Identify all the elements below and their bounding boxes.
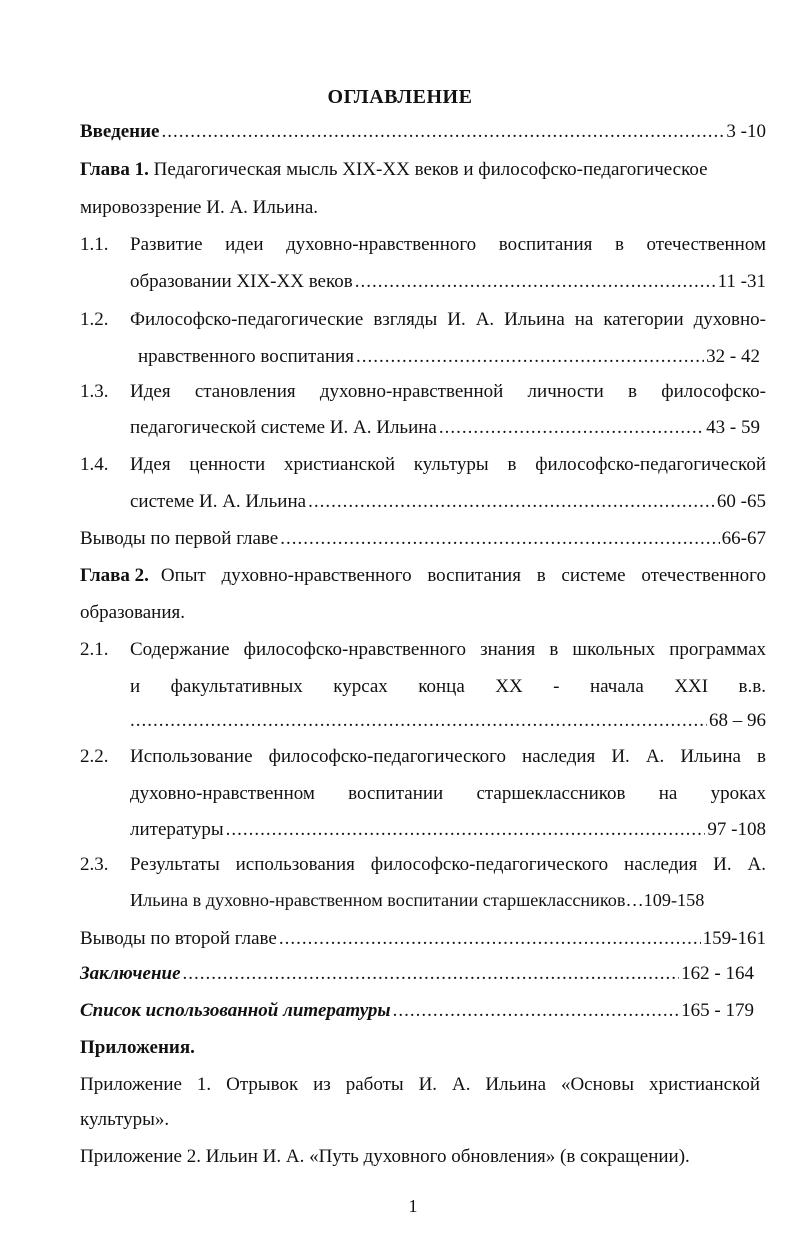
toc-label: Выводы по первой главе <box>80 528 279 549</box>
section-title: Использование философско-педагогического наследия И. А. Ильина в <box>130 746 766 767</box>
section-title: Философско-педагогические взгляды И. А. Ильина на категории духовно- <box>130 309 766 330</box>
section-title-cont: системе И. А. Ильина <box>130 491 307 512</box>
toc-entry-1-4-line2 <box>130 490 766 514</box>
word: на <box>658 783 678 804</box>
section-title-cont: нравственного воспитания <box>138 346 355 367</box>
chapter-title: Опыт духовно-нравственного воспитания в системе отечественного <box>160 565 766 586</box>
toc-pages: 11 -31 <box>717 271 766 292</box>
section-number: 1.2. <box>80 309 109 330</box>
word: начала <box>589 676 644 697</box>
toc-pages: 68 – 96 <box>709 710 766 731</box>
word: уроках <box>710 783 766 804</box>
toc-entry-2-3-line1 <box>80 853 766 877</box>
page-number: 1 <box>408 1196 418 1216</box>
toc-entry-2-1-line3 <box>130 709 766 733</box>
page-title: ОГЛАВЛЕНИЕ <box>327 86 473 108</box>
toc-entry-conclusions-1 <box>80 527 766 551</box>
toc-pages: 97 -108 <box>707 819 766 840</box>
chapter-1-heading-line2: мировоззрение И. А. Ильина. <box>80 197 319 218</box>
chapter-1-heading-line1 <box>80 158 766 182</box>
leader-dots <box>162 120 725 144</box>
toc-pages: 159-161 <box>702 928 766 949</box>
chapter-label: Глава 1. <box>80 159 149 180</box>
leader-dots <box>279 927 701 951</box>
word: факультативных <box>170 676 303 697</box>
leader-dots <box>183 962 680 986</box>
section-number: 1.3. <box>80 381 109 402</box>
section-number: 2.3. <box>80 854 109 875</box>
toc-appendix-1-line2: культуры». <box>80 1109 170 1130</box>
word: в.в. <box>738 676 766 697</box>
toc-appendix-1-line1 <box>80 1073 760 1097</box>
leader-dots <box>280 527 719 551</box>
word: духовно-нравственном <box>130 783 315 804</box>
word: старшеклассников <box>476 783 626 804</box>
word: и <box>130 676 141 697</box>
section-number: 1.1. <box>80 234 109 255</box>
toc-label: Введение <box>80 121 160 142</box>
toc-entry-bibliography <box>80 999 754 1023</box>
word: - <box>553 676 560 697</box>
toc-appendix-2: Приложение 2. Ильин И. А. «Путь духовного обновления» (в сокращении). <box>80 1146 690 1167</box>
toc-entry-2-2-line2 <box>130 782 766 806</box>
leader-dots <box>226 818 706 842</box>
toc-entry-1-1-line2 <box>130 270 766 294</box>
chapter-2-heading-line1 <box>80 564 766 588</box>
leader-dots <box>130 709 707 733</box>
toc-entry-1-1-line1 <box>80 233 766 257</box>
leader-dots <box>439 416 704 440</box>
toc-entry-2-1-line1 <box>80 638 766 662</box>
toc-entry-2-2-line1 <box>80 745 766 769</box>
toc-entry-2-2-line3 <box>130 818 766 842</box>
toc-pages: 32 - 42 <box>706 346 760 367</box>
toc-entry-1-3-line1 <box>80 380 766 404</box>
section-number: 2.2. <box>80 746 109 767</box>
toc-entry-2-1-line2 <box>130 675 766 699</box>
word: конца <box>418 676 465 697</box>
toc-entry-conclusions-2 <box>80 927 766 951</box>
chapter-2-heading-line2: образования. <box>80 602 185 623</box>
toc-entry-2-3-line2: Ильина в духовно-нравственном воспитании старшеклассников…109-158 <box>130 890 705 910</box>
section-title: Идея становления духовно-нравственной личности в философско- <box>130 381 766 402</box>
leader-dots <box>356 345 704 369</box>
word: воспитании <box>348 783 444 804</box>
section-number: 2.1. <box>80 639 109 660</box>
toc-entry-1-4-line1 <box>80 453 766 477</box>
toc-entry-conclusion <box>80 962 754 986</box>
toc-pages: 165 - 179 <box>681 1000 754 1021</box>
leader-dots <box>308 490 715 514</box>
section-title: Результаты использования философско-педагогического наследия И. А. <box>130 854 766 875</box>
word: XXI <box>674 676 709 697</box>
section-title: Идея ценности христианской культуры в философско-педагогической <box>130 454 766 475</box>
toc-appendices-heading: Приложения. <box>80 1037 195 1058</box>
leader-dots <box>393 999 680 1023</box>
section-title: Содержание философско-нравственного знания в школьных программах <box>130 639 766 660</box>
toc-pages: 43 - 59 <box>706 417 760 438</box>
toc-pages: 162 - 164 <box>681 963 754 984</box>
section-title: Развитие идеи духовно-нравственного воспитания в отечественном <box>130 234 766 255</box>
section-title-cont: литературы <box>130 819 224 840</box>
word: XX <box>495 676 523 697</box>
chapter-title: Педагогическая мысль XIX-XX веков и философско-педагогическое <box>153 159 708 180</box>
section-number: 1.4. <box>80 454 109 475</box>
toc-entry-1-2-line1 <box>80 308 766 332</box>
toc-label: Заключение <box>80 963 181 984</box>
section-title-cont: образовании XIX-XX веков <box>130 271 353 292</box>
section-title-cont: педагогической системе И. А. Ильина <box>130 417 437 438</box>
toc-label: Выводы по второй главе <box>80 928 277 949</box>
appendix-title: Приложение 1. Отрывок из работы И. А. Ильина «Основы христианской <box>80 1074 760 1095</box>
chapter-label: Глава 2. <box>80 565 149 586</box>
toc-entry-1-2-line2 <box>138 345 760 369</box>
toc-pages: 66-67 <box>721 528 766 549</box>
toc-label: Список использованной литературы <box>80 1000 391 1021</box>
leader-dots <box>355 270 716 294</box>
toc-pages: 3 -10 <box>726 121 766 142</box>
toc-entry-1-3-line2 <box>130 416 760 440</box>
word: курсах <box>333 676 388 697</box>
toc-pages: 60 -65 <box>716 491 766 512</box>
toc-entry-introduction <box>80 120 766 144</box>
